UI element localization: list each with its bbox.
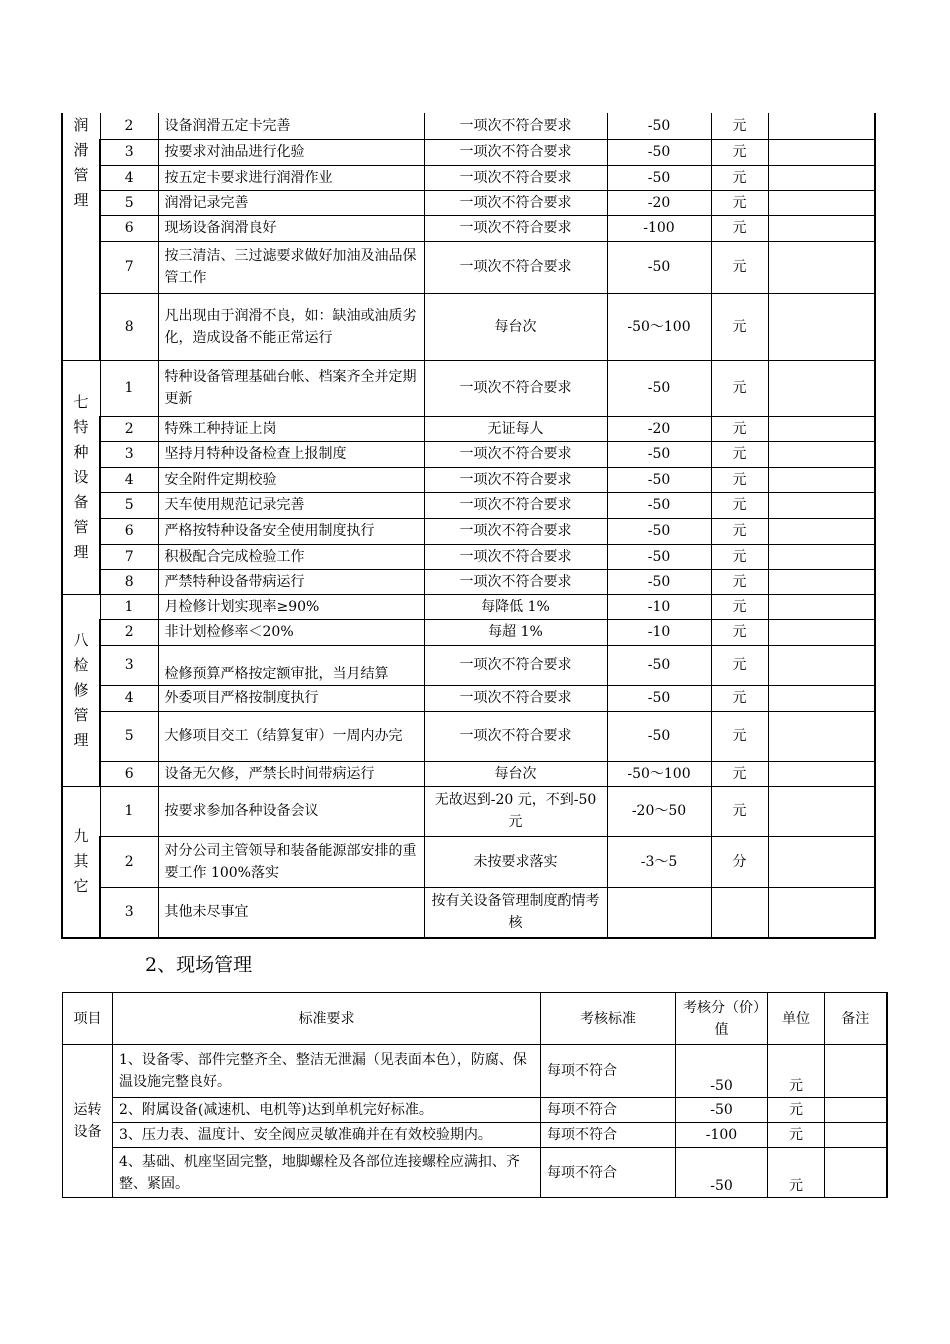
- table-row: [62, 544, 875, 569]
- score-cell: [607, 887, 711, 938]
- section-label-char: 管: [73, 517, 89, 536]
- standard-cell: 一项次不符合要求: [424, 139, 607, 165]
- score-cell: -50: [607, 569, 711, 594]
- note-cell: [825, 1045, 887, 1098]
- item-number: 8: [100, 293, 158, 360]
- item-number: 3: [100, 441, 158, 467]
- standard-cell: 每项不符合: [541, 1123, 676, 1148]
- requirement-cell: 按五定卡要求进行润滑作业: [158, 165, 424, 190]
- table-row: [62, 594, 875, 619]
- note-cell: [768, 360, 875, 416]
- item-number: 1: [100, 360, 158, 416]
- standard-cell: 一项次不符合要求: [424, 544, 607, 569]
- score-cell: -20: [607, 416, 711, 441]
- requirement-cell: 2、附属设备(减速机、电机等)达到单机完好标准。: [113, 1098, 541, 1123]
- note-cell: [768, 492, 875, 518]
- table-row: [62, 887, 875, 938]
- note-cell: [768, 518, 875, 544]
- table-row: [62, 416, 875, 441]
- unit-cell: 元: [711, 293, 768, 360]
- header-score: 考核分（价）值: [676, 993, 768, 1045]
- score-cell: -50: [676, 1148, 768, 1198]
- unit-cell: 元: [711, 190, 768, 215]
- note-cell: [768, 293, 875, 360]
- score-cell: -20～50: [607, 786, 711, 836]
- section-label-char: 管: [73, 166, 89, 184]
- note-cell: [768, 887, 875, 938]
- unit-cell: 元: [711, 645, 768, 685]
- score-cell: -50: [607, 113, 711, 139]
- standard-cell: 一项次不符合要求: [424, 215, 607, 241]
- note-cell: [768, 786, 875, 836]
- section-label: [62, 594, 100, 786]
- table-row: [63, 1148, 887, 1198]
- note-cell: [768, 569, 875, 594]
- section-heading: 2、现场管理: [145, 954, 253, 976]
- table-row: [62, 836, 875, 887]
- unit-cell: 元: [711, 139, 768, 165]
- item-number: 2: [100, 619, 158, 645]
- score-cell: -50: [607, 685, 711, 711]
- group-label: 运转设备: [63, 1045, 113, 1198]
- unit-cell: [711, 887, 768, 938]
- standard-cell: 一项次不符合要求: [424, 360, 607, 416]
- note-cell: [768, 685, 875, 711]
- unit-cell: 元: [768, 1045, 825, 1098]
- score-cell: -50: [607, 360, 711, 416]
- table-row: [62, 241, 875, 293]
- requirement-cell: 按三清洁、三过滤要求做好加油及油品保管工作: [158, 241, 424, 293]
- standard-cell: 一项次不符合要求: [424, 711, 607, 761]
- item-number: 1: [100, 594, 158, 619]
- section-label: [62, 786, 100, 938]
- table-row: [62, 165, 875, 190]
- standard-cell: 未按要求落实: [424, 836, 607, 887]
- note-cell: [768, 467, 875, 492]
- score-cell: -50: [607, 711, 711, 761]
- score-cell: -10: [607, 594, 711, 619]
- note-cell: [768, 441, 875, 467]
- score-cell: -50: [607, 518, 711, 544]
- note-cell: [768, 139, 875, 165]
- header-note: 备注: [825, 993, 887, 1045]
- table-row: [63, 1123, 887, 1148]
- header-requirement: 标准要求: [113, 993, 541, 1045]
- note-cell: [768, 836, 875, 887]
- requirement-cell: 月检修计划实现率≥90%: [158, 594, 424, 619]
- note-cell: [768, 594, 875, 619]
- section-label-char: 理: [73, 730, 89, 749]
- score-cell: -3～5: [607, 836, 711, 887]
- unit-cell: 元: [711, 786, 768, 836]
- item-number: 3: [100, 645, 158, 685]
- table-row: [63, 1098, 887, 1123]
- section-label-char: 修: [73, 680, 89, 699]
- section-label-char: 理: [73, 191, 89, 209]
- table-row: [62, 645, 875, 685]
- requirement-cell: 设备无欠修，严禁长时间带病运行: [158, 761, 424, 786]
- section-label-char: 七: [73, 392, 89, 411]
- table-row: [62, 619, 875, 645]
- item-number: 2: [100, 416, 158, 441]
- table-row: [62, 190, 875, 215]
- unit-cell: 元: [711, 165, 768, 190]
- standard-cell: 一项次不符合要求: [424, 645, 607, 685]
- score-cell: -50: [607, 241, 711, 293]
- score-cell: -50: [607, 165, 711, 190]
- note-cell: [825, 1123, 887, 1148]
- item-number: 8: [100, 569, 158, 594]
- unit-cell: 元: [711, 241, 768, 293]
- standard-cell: 每台次: [424, 761, 607, 786]
- section-label-char: 理: [73, 542, 89, 561]
- standard-cell: 一项次不符合要求: [424, 467, 607, 492]
- standard-cell: 无证每人: [424, 416, 607, 441]
- section-label-char: 种: [73, 442, 89, 461]
- item-number: 4: [100, 685, 158, 711]
- score-cell: -50～100: [607, 293, 711, 360]
- note-cell: [768, 619, 875, 645]
- unit-cell: 元: [711, 518, 768, 544]
- standard-cell: 每超 1%: [424, 619, 607, 645]
- section-label-char: 管: [73, 705, 89, 724]
- requirement-cell: 特种设备管理基础台帐、档案齐全并定期更新: [158, 360, 424, 416]
- requirement-cell: 4、基础、机座坚固完整，地脚螺栓及各部位连接螺栓应满扣、齐整、紧固。: [113, 1148, 541, 1198]
- standard-cell: 每项不符合: [541, 1098, 676, 1123]
- section-label-char: 它: [73, 877, 89, 896]
- unit-cell: 元: [711, 711, 768, 761]
- requirement-cell: 非计划检修率＜20%: [158, 619, 424, 645]
- requirement-cell: 检修预算严格按定额审批，当月结算: [158, 645, 424, 685]
- standard-cell: 一项次不符合要求: [424, 165, 607, 190]
- unit-cell: 元: [711, 113, 768, 139]
- note-cell: [825, 1148, 887, 1198]
- requirement-cell: 3、压力表、温度计、安全阀应灵敏准确并在有效校验期内。: [113, 1123, 541, 1148]
- requirement-cell: 现场设备润滑良好: [158, 215, 424, 241]
- standard-cell: 按有关设备管理制度酌情考核: [424, 887, 607, 938]
- unit-cell: 元: [711, 544, 768, 569]
- standard-cell: 每项不符合: [541, 1045, 676, 1098]
- unit-cell: 元: [768, 1123, 825, 1148]
- score-cell: -100: [676, 1123, 768, 1148]
- unit-cell: 元: [711, 594, 768, 619]
- table-row: [62, 685, 875, 711]
- requirement-cell: 设备润滑五定卡完善: [158, 113, 424, 139]
- item-number: 4: [100, 467, 158, 492]
- requirement-cell: 按要求参加各种设备会议: [158, 786, 424, 836]
- standard-cell: 每项不符合: [541, 1148, 676, 1198]
- note-cell: [768, 761, 875, 786]
- requirement-cell: 安全附件定期校验: [158, 467, 424, 492]
- unit-cell: 元: [711, 619, 768, 645]
- score-cell: -50: [607, 492, 711, 518]
- item-number: 5: [100, 492, 158, 518]
- note-cell: [768, 215, 875, 241]
- item-number: 5: [100, 190, 158, 215]
- unit-cell: 元: [768, 1148, 825, 1198]
- unit-cell: 元: [711, 761, 768, 786]
- score-cell: -50: [676, 1098, 768, 1123]
- standard-cell: 一项次不符合要求: [424, 518, 607, 544]
- header-item: 项目: [63, 993, 113, 1045]
- table-row: [62, 113, 875, 139]
- assessment-table-1: [61, 113, 876, 939]
- section-label-char: 特: [73, 417, 89, 436]
- requirement-cell: 大修项目交工（结算复审）一周内办完: [158, 711, 424, 761]
- item-number: 4: [100, 165, 158, 190]
- score-cell: -50: [607, 441, 711, 467]
- table-row: [62, 139, 875, 165]
- unit-cell: 元: [711, 360, 768, 416]
- note-cell: [768, 645, 875, 685]
- note-cell: [768, 165, 875, 190]
- requirement-cell: 1、设备零、部件完整齐全、整洁无泄漏（见表面本色），防腐、保温设施完整良好。: [113, 1045, 541, 1098]
- requirement-cell: 其他未尽事宜: [158, 887, 424, 938]
- requirement-cell: 特殊工种持证上岗: [158, 416, 424, 441]
- standard-cell: 一项次不符合要求: [424, 113, 607, 139]
- standard-cell: 一项次不符合要求: [424, 569, 607, 594]
- section-label-char: 润: [73, 116, 89, 134]
- assessment-table-2: [62, 992, 888, 1198]
- item-number: 1: [100, 786, 158, 836]
- standard-cell: 一项次不符合要求: [424, 441, 607, 467]
- note-cell: [768, 190, 875, 215]
- item-number: 7: [100, 544, 158, 569]
- table-row: [62, 441, 875, 467]
- score-cell: -50: [607, 467, 711, 492]
- requirement-cell: 外委项目严格按制度执行: [158, 685, 424, 711]
- item-number: 2: [100, 836, 158, 887]
- requirement-cell: 润滑记录完善: [158, 190, 424, 215]
- section-label-char: 九: [73, 827, 89, 846]
- standard-cell: 一项次不符合要求: [424, 492, 607, 518]
- score-cell: -50: [676, 1045, 768, 1098]
- requirement-cell: 凡出现由于润滑不良，如：缺油或油质劣化，造成设备不能正常运行: [158, 293, 424, 360]
- standard-cell: 每降低 1%: [424, 594, 607, 619]
- unit-cell: 元: [768, 1098, 825, 1123]
- score-cell: -10: [607, 619, 711, 645]
- score-cell: -50: [607, 139, 711, 165]
- score-cell: -20: [607, 190, 711, 215]
- unit-cell: 元: [711, 685, 768, 711]
- item-number: 6: [100, 518, 158, 544]
- requirement-cell: 严格按特种设备安全使用制度执行: [158, 518, 424, 544]
- table-row: [62, 518, 875, 544]
- item-number: 6: [100, 761, 158, 786]
- score-cell: -50～100: [607, 761, 711, 786]
- item-number: 6: [100, 215, 158, 241]
- section-label: [62, 113, 100, 360]
- unit-cell: 元: [711, 441, 768, 467]
- item-number: 7: [100, 241, 158, 293]
- table-row: [62, 360, 875, 416]
- item-number: 2: [100, 113, 158, 139]
- unit-cell: 分: [711, 836, 768, 887]
- section-label: [62, 360, 100, 594]
- standard-cell: 一项次不符合要求: [424, 190, 607, 215]
- section-label-char: 其: [73, 852, 89, 871]
- note-cell: [768, 113, 875, 139]
- header-row: [63, 993, 887, 1045]
- section-label-char: 备: [73, 492, 89, 511]
- table-row: [62, 492, 875, 518]
- requirement-cell: 积极配合完成检验工作: [158, 544, 424, 569]
- note-cell: [768, 416, 875, 441]
- unit-cell: 元: [711, 569, 768, 594]
- section-label-char: 检: [73, 655, 89, 674]
- note-cell: [768, 241, 875, 293]
- section-label-char: 设: [73, 467, 89, 486]
- requirement-cell: 坚持月特种设备检查上报制度: [158, 441, 424, 467]
- table-row: [62, 569, 875, 594]
- header-standard: 考核标准: [541, 993, 676, 1045]
- score-cell: -50: [607, 544, 711, 569]
- unit-cell: 元: [711, 467, 768, 492]
- note-cell: [825, 1098, 887, 1123]
- score-cell: -50: [607, 645, 711, 685]
- table-row: [62, 761, 875, 786]
- score-cell: -100: [607, 215, 711, 241]
- item-number: 3: [100, 887, 158, 938]
- standard-cell: 无故迟到-20 元，不到-50 元: [424, 786, 607, 836]
- item-number: 5: [100, 711, 158, 761]
- note-cell: [768, 544, 875, 569]
- unit-cell: 元: [711, 492, 768, 518]
- standard-cell: 每台次: [424, 293, 607, 360]
- standard-cell: 一项次不符合要求: [424, 241, 607, 293]
- requirement-cell: 按要求对油品进行化验: [158, 139, 424, 165]
- note-cell: [768, 711, 875, 761]
- table-row: [62, 711, 875, 761]
- table-row: [62, 786, 875, 836]
- table-row: [63, 1045, 887, 1098]
- requirement-cell: 天车使用规范记录完善: [158, 492, 424, 518]
- standard-cell: 一项次不符合要求: [424, 685, 607, 711]
- table-row: [62, 293, 875, 360]
- requirement-cell: 严禁特种设备带病运行: [158, 569, 424, 594]
- section-label-char: 八: [73, 630, 89, 649]
- table-row: [62, 467, 875, 492]
- section-label-char: 滑: [73, 141, 89, 159]
- requirement-cell: 对分公司主管领导和装备能源部安排的重要工作 100%落实: [158, 836, 424, 887]
- item-number: 3: [100, 139, 158, 165]
- table-row: [62, 215, 875, 241]
- unit-cell: 元: [711, 416, 768, 441]
- unit-cell: 元: [711, 215, 768, 241]
- header-unit: 单位: [768, 993, 825, 1045]
